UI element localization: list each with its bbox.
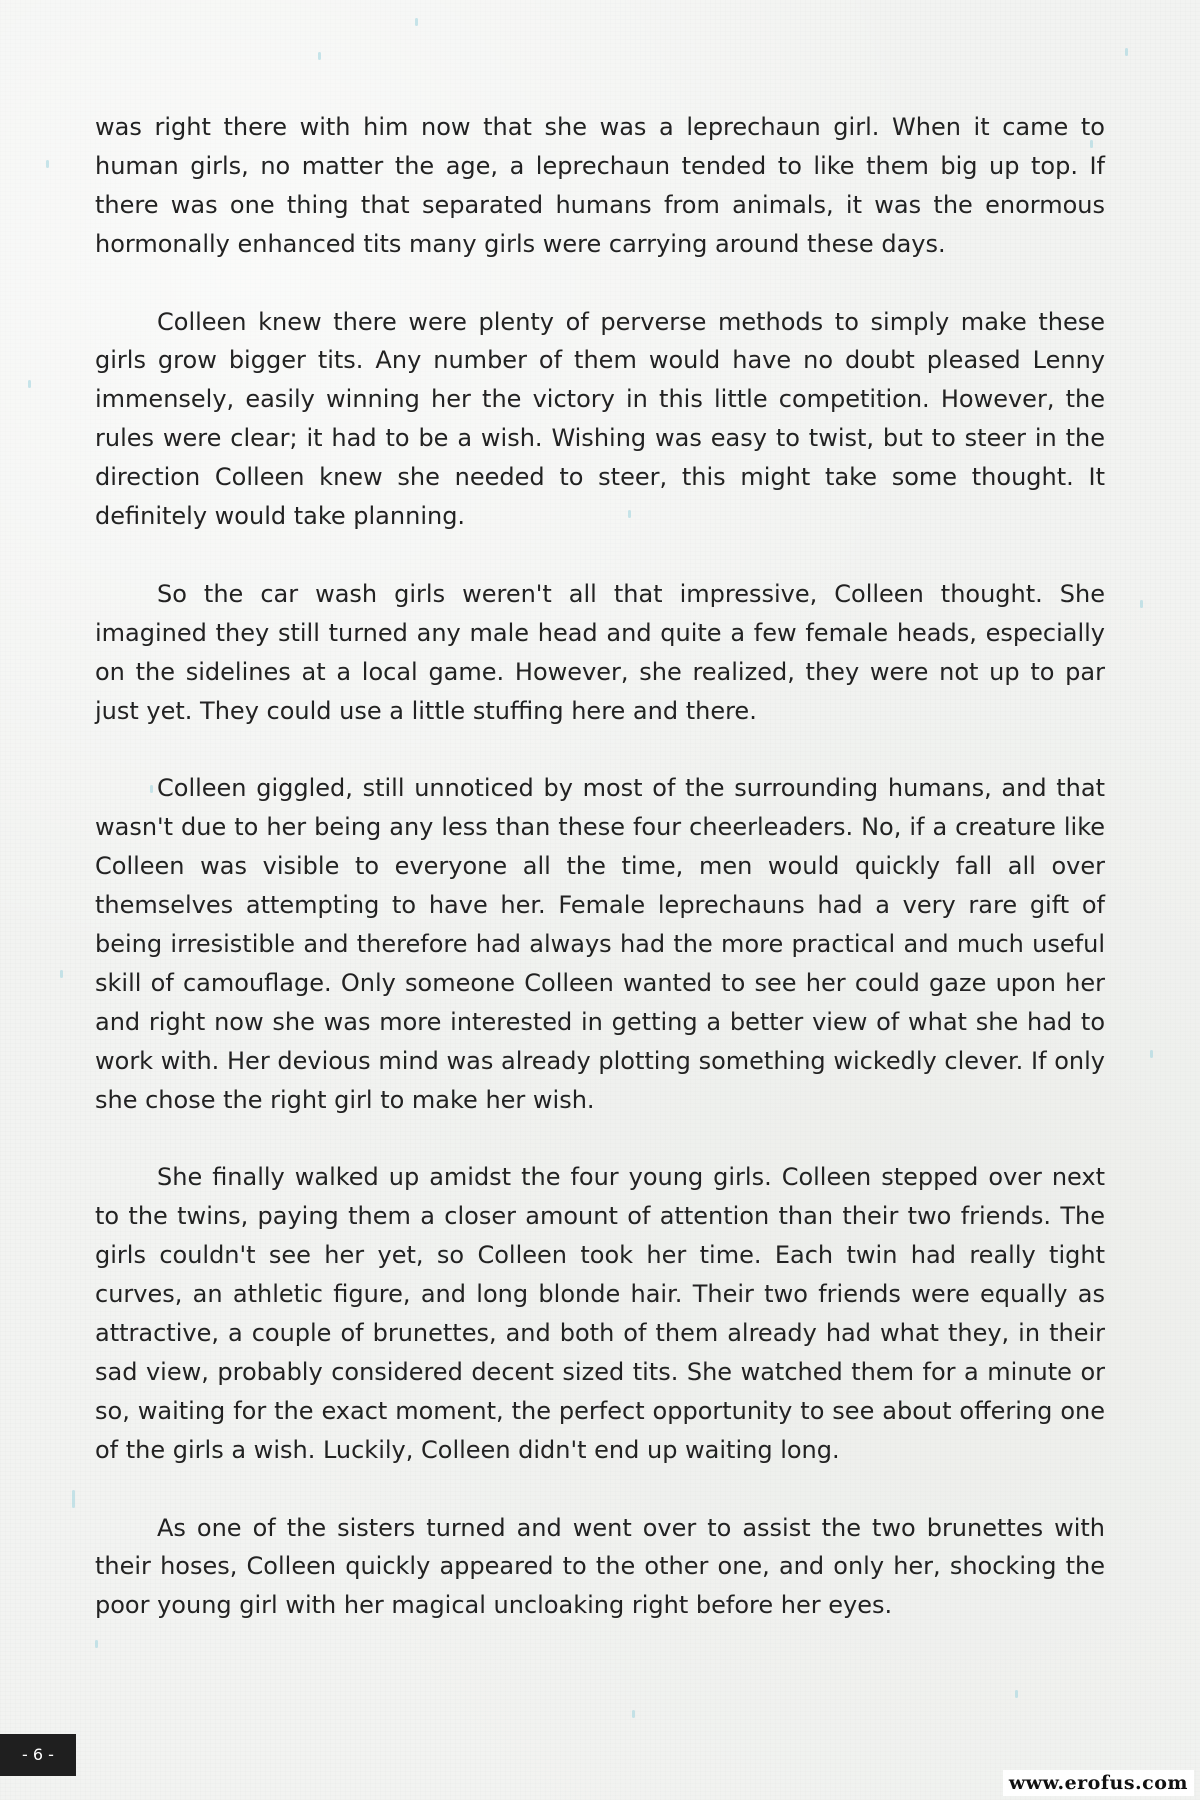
paint-fleck [60, 970, 63, 978]
paint-fleck [415, 18, 418, 26]
paint-fleck [1140, 600, 1143, 608]
paint-fleck [72, 1490, 75, 1508]
paragraph: She finally walked up amidst the four young girls. Colleen stepped over next to the twins, paying them a closer amount of attention than their two friends. The girls couldn't see her yet, so Colleen took her time. Each twin had really tight curves, an athletic figure, and long blonde hair. Their two friends were equally as attractive, a couple of brunettes, and both of them already had what they, in their sad view, probably considered decent sized tits. She watched them for a minute or so, waiting for the exact moment, the perfect opportunity to see about offering one of the girls a wish. Luckily, Colleen didn't end up waiting long. [95, 1163, 1105, 1464]
paragraph: Colleen knew there were plenty of perverse methods to simply make these girls grow bigger tits. Any number of them would have no doubt pleased Lenny immensely, easily winning her the victory in this little competition. However, the rules were clear; it had to be a wish. Wishing was easy to twist, but to steer in the direction Colleen knew she needed to steer, this might take some thought. It definitely would take planning. [95, 307, 1105, 531]
paragraph: So the car wash girls weren't all that impressive, Colleen thought. She imagined they still turned any male head and quite a few female heads, especially on the sidelines at a local game. However, she realized, they were not up to par just yet. They could use a little stuffing here and there. [95, 579, 1105, 725]
paint-fleck [1150, 1050, 1153, 1058]
paint-fleck [318, 52, 321, 60]
paint-fleck [1015, 1690, 1018, 1698]
story-text [95, 108, 1105, 1664]
paint-fleck [1125, 48, 1128, 56]
paragraph: was right there with him now that she was a leprechaun girl. When it came to human girls, no matter the age, a leprechaun tended to like them big up top. If there was one thing that separated humans from animals, it was the enormous hormonally enhanced tits many girls were carrying around these days. [95, 113, 1105, 258]
paragraph: Colleen giggled, still unnoticed by most of the surrounding humans, and that wasn't due to her being any less than these four cheerleaders. No, if a creature like Colleen was visible to everyone all the time, men would quickly fall all over themselves attempting to have her. Female leprechauns had a very rare gift of being irresistible and therefore had always had the more practical and much useful skill of camouflage. Only someone Colleen wanted to see her could gaze upon her and right now she was more interested in getting a better view of what she had to work with. Her devious mind was already plotting something wickedly clever. If only she chose the right girl to make her wish. [95, 774, 1105, 1114]
paragraph: As one of the sisters turned and went over to assist the two brunettes with their hoses, Colleen quickly appeared to the other one, and only her, shocking the poor young girl with her magical uncloaking right before her eyes. [95, 1513, 1105, 1620]
paint-fleck [28, 380, 31, 388]
paint-fleck [46, 160, 49, 168]
watermark-text: www.erofus.com [1003, 1770, 1194, 1796]
paint-fleck [632, 1710, 635, 1718]
page-number: - 6 - [0, 1734, 76, 1776]
